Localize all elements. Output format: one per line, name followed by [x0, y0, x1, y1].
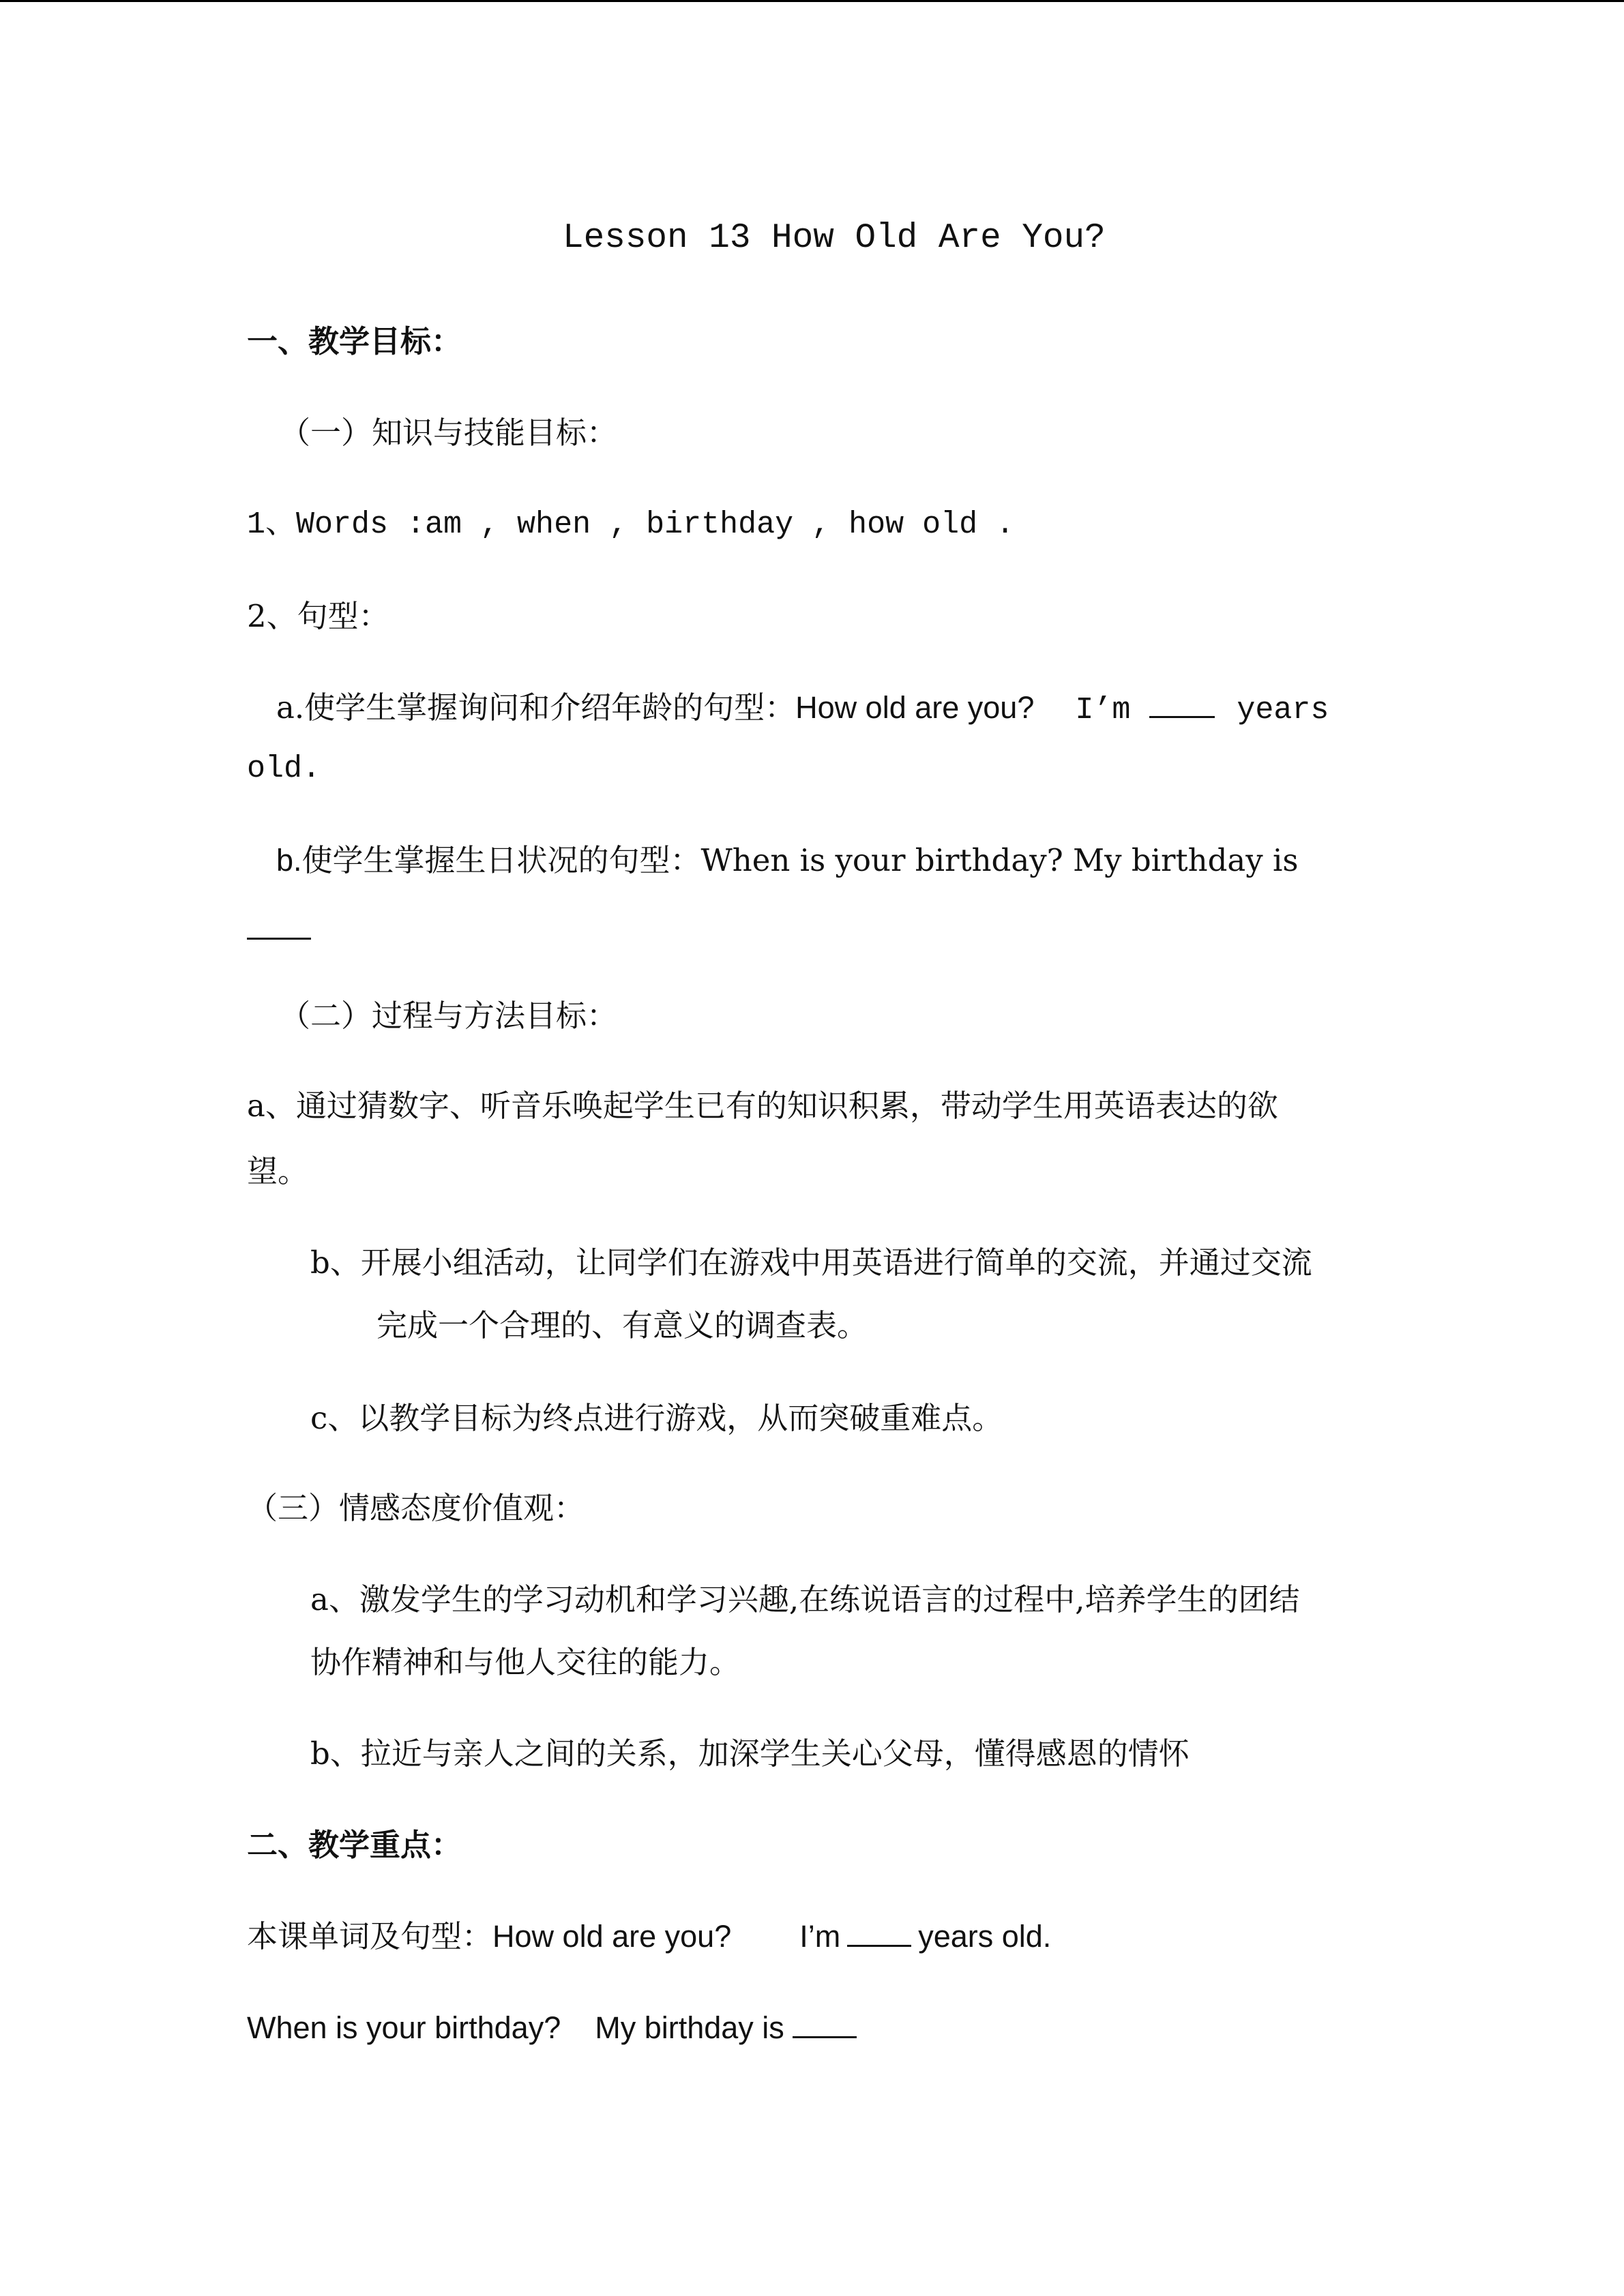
section-heading-key-points: 二、教学重点： [247, 1827, 462, 1863]
subheading-process-methods: （二）过程与方法目标： [280, 998, 618, 1034]
key-points-birthday-answer: My birthday is [595, 2010, 784, 2045]
process-item-a-line2: 望。 [247, 1153, 309, 1189]
key-points-question: How old are you? [492, 1919, 732, 1954]
words-list-item: 1、Words :am , when , birthday , how old . [247, 507, 1015, 542]
values-item-a-line1: a、激发学生的学习动机和学习兴趣,在练说语言的过程中,培养学生的团结 [310, 1581, 1300, 1617]
pattern-item-a-answer-end: years [1237, 693, 1329, 728]
page-title: Lesson 13 How Old Are You? [563, 219, 1106, 258]
section-heading-objectives: 一、教学目标： [247, 323, 462, 359]
key-points-birthday-question: When is your birthday? [247, 2010, 561, 2045]
key-points-answer-start: I’m [799, 1919, 841, 1954]
pattern-item-a-continuation: old. [247, 751, 321, 786]
blank-underline [847, 1918, 911, 1947]
pattern-item-b-prefix: b. [276, 843, 302, 878]
pattern-item-b-text: 使学生掌握生日状况的句型：When is your birthday? My birthday is [301, 842, 1299, 878]
pattern-item-a [276, 687, 1329, 731]
pattern-item-a-answer-start: I’m [1075, 693, 1131, 728]
process-item-b-line2: 完成一个合理的、有意义的调查表。 [377, 1307, 868, 1343]
blank-underline [793, 2009, 857, 2038]
key-points-answer-end: years old. [918, 1919, 1052, 1954]
process-item-c: c、以教学目标为终点进行游戏，从而突破重难点。 [310, 1400, 1003, 1436]
pattern-item-a-question: How old are you? [795, 690, 1035, 725]
values-item-b: b、拉近与亲人之间的关系，加深学生关心父母，懂得感恩的情怀 [310, 1735, 1190, 1772]
key-points-prefix: 本课单词及句型： [247, 1918, 493, 1954]
top-border-line [0, 0, 1624, 2]
key-points-line2 [247, 2008, 857, 2048]
process-item-b-line1: b、开展小组活动，让同学们在游戏中用英语进行简单的交流，并通过交流 [310, 1244, 1312, 1281]
sentence-pattern-label: 2、句型： [247, 598, 389, 634]
key-points-line1 [247, 1916, 1051, 1957]
pattern-item-a-prefix: a.使学生掌握询问和介绍年龄的句型： [276, 689, 796, 726]
values-item-a-line2: 协作精神和与他人交往的能力。 [310, 1644, 741, 1680]
pattern-item-b [276, 840, 1298, 881]
blank-underline [1149, 689, 1215, 718]
process-item-a-line1: a、通过猜数字、听音乐唤起学生已有的知识积累，带动学生用英语表达的欲 [247, 1088, 1278, 1124]
subheading-attitudes-values: （三）情感态度价值观： [247, 1490, 585, 1526]
pattern-item-b-blank [247, 938, 311, 940]
subheading-knowledge-skills: （一）知识与技能目标： [280, 415, 618, 451]
